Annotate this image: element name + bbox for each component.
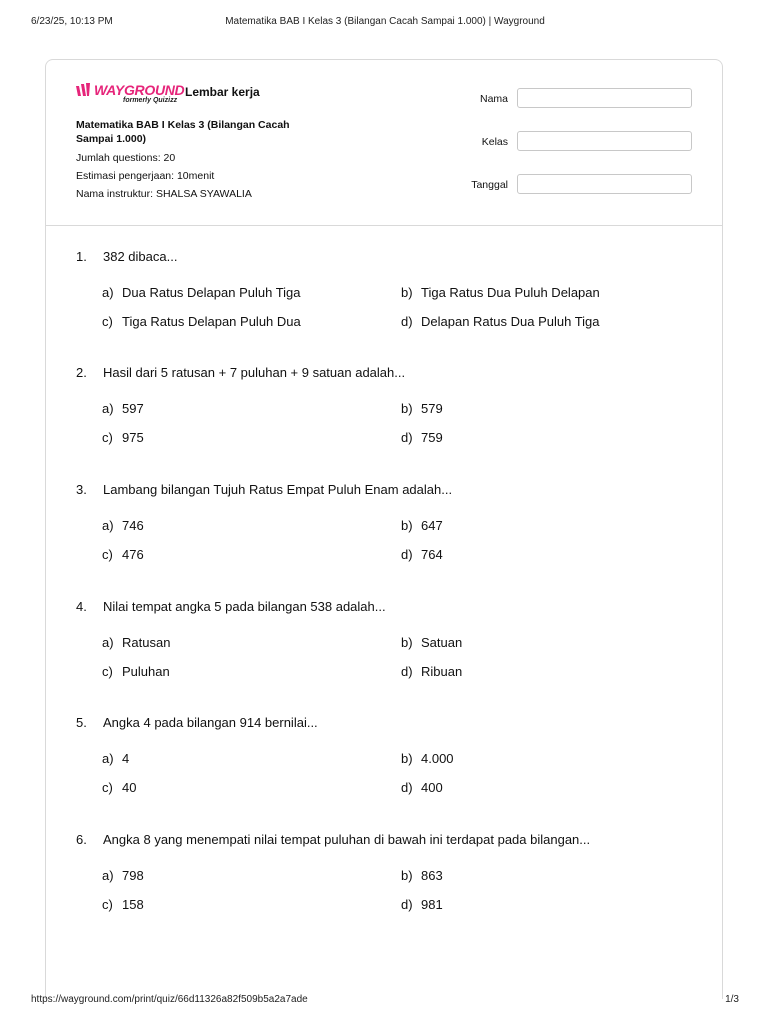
print-url: https://wayground.com/print/quiz/66d11326a82f509b5a2a7ade: [31, 994, 308, 1005]
option-letter: d): [401, 314, 413, 329]
option-letter: b): [401, 868, 413, 883]
option-text: 158: [122, 897, 144, 912]
question-text: Angka 8 yang menempati nilai tempat puluhan di bawah ini terdapat pada bilangan...: [103, 832, 591, 847]
date-field[interactable]: [517, 174, 692, 194]
question-text: 382 dibaca...: [103, 249, 178, 264]
option-text: 597: [122, 401, 144, 416]
instructor-name: Nama instruktur: SHALSA SYAWALIA: [76, 188, 252, 200]
option-letter: b): [401, 635, 413, 650]
print-datetime: 6/23/25, 10:13 PM: [31, 16, 113, 27]
option-letter: a): [102, 751, 114, 766]
question-text: Nilai tempat angka 5 pada bilangan 538 adalah...: [103, 599, 386, 614]
answer-option: [102, 868, 144, 883]
answer-option: [102, 314, 301, 329]
option-text: Tiga Ratus Delapan Puluh Dua: [122, 314, 301, 329]
option-letter: b): [401, 285, 413, 300]
doc-kind: Lembar kerja: [185, 85, 260, 99]
answer-option: [102, 635, 170, 650]
answer-option: [102, 518, 144, 533]
brand-name: WAYGROUND: [94, 82, 185, 98]
answer-option: [102, 664, 170, 679]
option-letter: d): [401, 780, 413, 795]
option-text: Satuan: [421, 635, 463, 650]
option-text: 476: [122, 547, 144, 562]
option-letter: b): [401, 401, 413, 416]
option-text: Delapan Ratus Dua Puluh Tiga: [421, 314, 600, 329]
brand-tagline: formerly Quizizz: [123, 97, 178, 104]
answer-option: [102, 547, 144, 562]
option-letter: a): [102, 868, 114, 883]
answer-option: [401, 664, 462, 679]
wayground-logo: [76, 82, 186, 108]
option-letter: c): [102, 430, 113, 445]
answer-option: [401, 868, 443, 883]
question-number: 4.: [76, 599, 87, 614]
option-letter: c): [102, 897, 113, 912]
class-field[interactable]: [517, 131, 692, 151]
question-text: Hasil dari 5 ratusan + 7 puluhan + 9 satuan adalah...: [103, 365, 406, 380]
date-label: Tanggal: [471, 179, 508, 191]
page-indicator: 1/3: [725, 994, 739, 1005]
option-letter: d): [401, 897, 413, 912]
answer-option: [401, 751, 454, 766]
option-text: 746: [122, 518, 144, 533]
option-text: Ribuan: [421, 664, 463, 679]
option-text: 400: [421, 780, 443, 795]
option-letter: c): [102, 780, 113, 795]
name-field[interactable]: [517, 88, 692, 108]
questions-count: Jumlah questions: 20: [76, 152, 176, 164]
question-text: Angka 4 pada bilangan 914 bernilai...: [103, 715, 318, 730]
option-text: 40: [122, 780, 137, 795]
answer-option: [102, 780, 136, 795]
estimated-time: Estimasi pengerjaan: 10menit: [76, 170, 215, 182]
option-letter: c): [102, 664, 113, 679]
print-page-title: Matematika BAB I Kelas 3 (Bilangan Cacah Sampai 1.000) | Wayground: [225, 16, 545, 27]
worksheet-card: [45, 59, 723, 999]
option-letter: d): [401, 664, 413, 679]
option-letter: b): [401, 518, 413, 533]
question-number: 5.: [76, 715, 87, 730]
option-letter: c): [102, 547, 113, 562]
question-text: Lambang bilangan Tujuh Ratus Empat Puluh Enam adalah...: [103, 482, 453, 497]
option-letter: d): [401, 547, 413, 562]
option-text: 4: [122, 751, 130, 766]
option-letter: a): [102, 635, 114, 650]
class-label: Kelas: [481, 136, 508, 148]
answer-option: [102, 401, 144, 416]
option-letter: a): [102, 285, 114, 300]
answer-option: [102, 285, 301, 300]
answer-option: [401, 780, 443, 795]
answer-option: [401, 285, 600, 300]
option-text: 798: [122, 868, 144, 883]
answer-option: [401, 897, 443, 912]
name-label: Nama: [479, 93, 508, 105]
option-letter: d): [401, 430, 413, 445]
option-text: Ratusan: [122, 635, 171, 650]
option-text: 759: [421, 430, 443, 445]
answer-option: [401, 547, 443, 562]
answer-option: [401, 314, 600, 329]
option-letter: a): [102, 401, 114, 416]
answer-option: [401, 401, 443, 416]
answer-option: [401, 635, 462, 650]
option-text: 647: [421, 518, 443, 533]
answer-option: [401, 430, 443, 445]
option-letter: b): [401, 751, 413, 766]
option-text: 981: [421, 897, 443, 912]
print-footer: [31, 994, 739, 1010]
worksheet-header: [46, 60, 722, 226]
option-letter: a): [102, 518, 114, 533]
answer-option: [102, 897, 144, 912]
option-text: 579: [421, 401, 443, 416]
option-text: 764: [421, 547, 443, 562]
option-text: Dua Ratus Delapan Puluh Tiga: [122, 285, 301, 300]
question-number: 6.: [76, 832, 87, 847]
option-letter: c): [102, 314, 113, 329]
answer-option: [102, 751, 129, 766]
quiz-title: Matematika BAB I Kelas 3 (Bilangan Cacah Sampai 1.000): [76, 119, 290, 145]
option-text: 863: [421, 868, 443, 883]
wayground-mark-icon: [76, 83, 92, 97]
question-number: 2.: [76, 365, 87, 380]
option-text: Tiga Ratus Dua Puluh Delapan: [421, 285, 600, 300]
question-number: 1.: [76, 249, 87, 264]
option-text: Puluhan: [122, 664, 170, 679]
option-text: 4.000: [421, 751, 454, 766]
print-header: [31, 16, 739, 32]
answer-option: [401, 518, 443, 533]
answer-option: [102, 430, 144, 445]
question-number: 3.: [76, 482, 87, 497]
option-text: 975: [122, 430, 144, 445]
